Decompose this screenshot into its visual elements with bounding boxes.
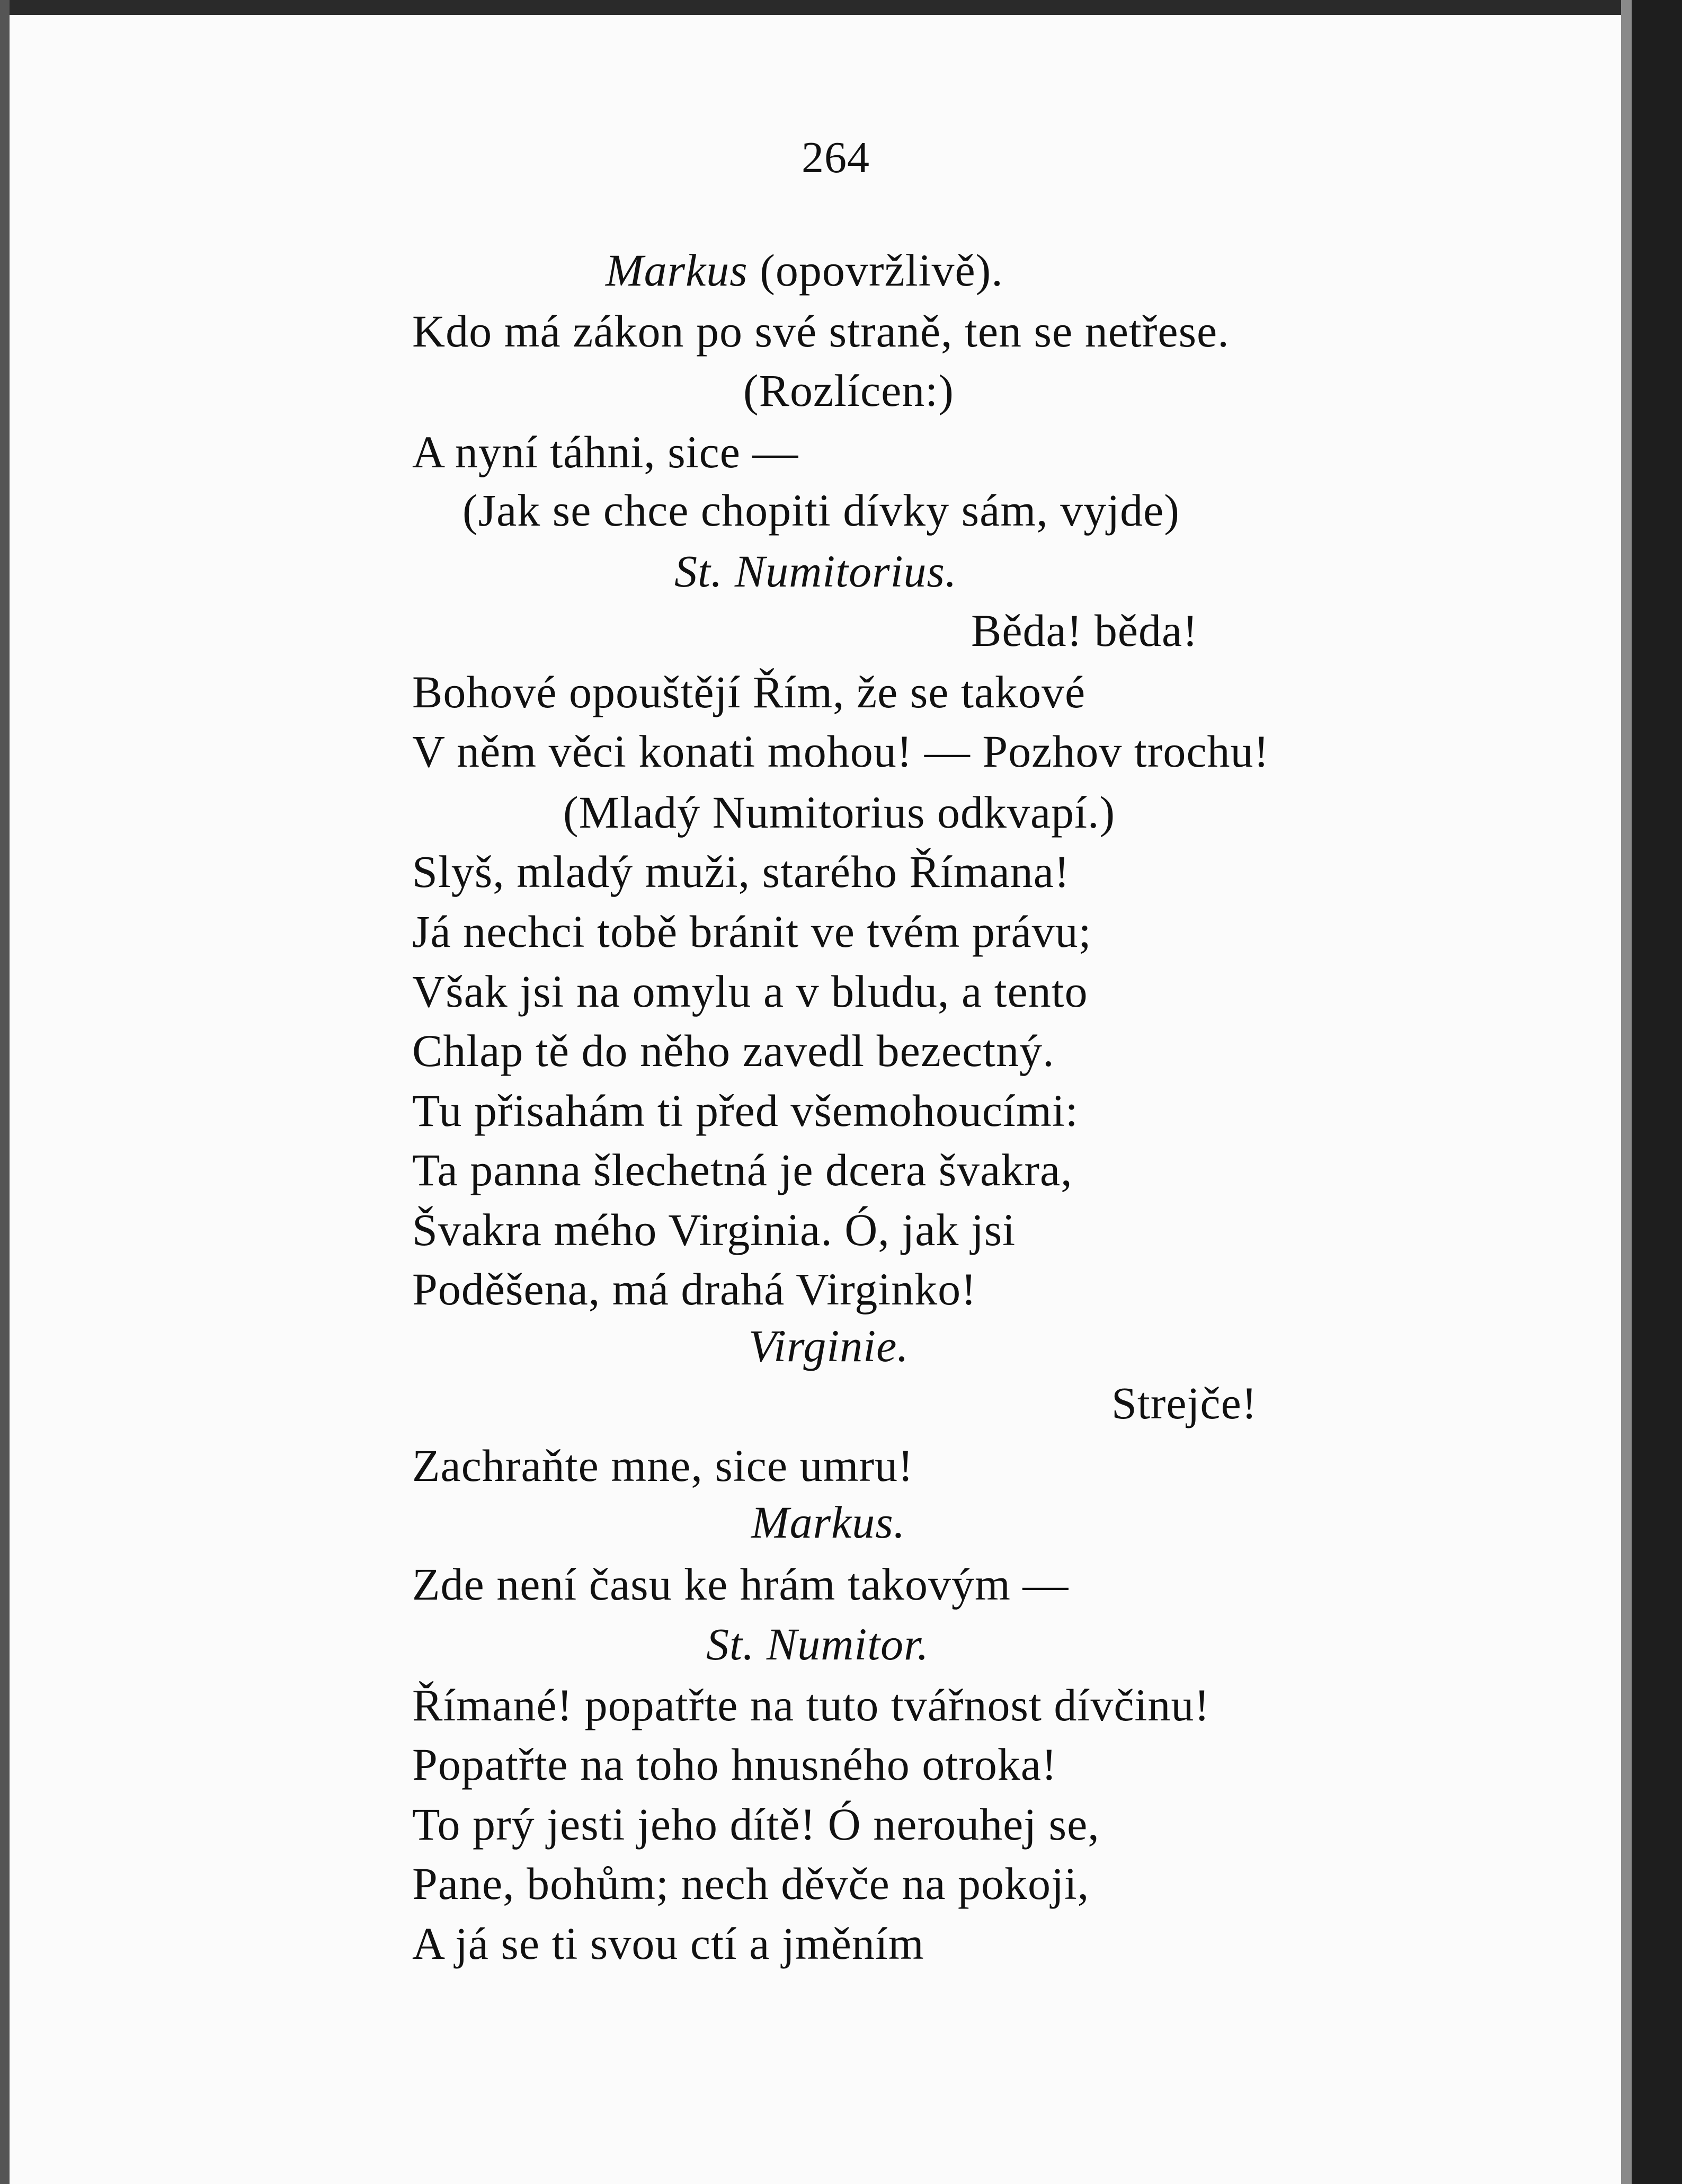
- verse-line: Kdo má zákon po své straně, ten se netřese.: [412, 306, 1230, 357]
- verse-line: Běda! běda!: [971, 605, 1198, 656]
- verse-line: Zde není času ke hrám takovým —: [412, 1559, 1069, 1610]
- scan-border-left: [0, 0, 10, 2184]
- speaker-name: Markus: [606, 245, 748, 296]
- verse-line: Slyš, mladý muži, starého Římana!: [412, 846, 1070, 897]
- verse-line: Švakra mého Virginia. Ó, jak jsi: [412, 1204, 1016, 1255]
- speaker-heading: [606, 244, 1003, 297]
- verse-line: Popatřte na toho hnusného otroka!: [412, 1739, 1057, 1790]
- stage-direction: (opovržlivě).: [747, 245, 1003, 296]
- verse-line: Já nechci tobě bránit ve tvém právu;: [412, 906, 1092, 957]
- verse-line: Ta panna šlechetná je dcera švakra,: [412, 1144, 1073, 1195]
- verse-line: Zachraňte mne, sice umru!: [412, 1440, 914, 1491]
- verse-line: Strejče!: [1111, 1378, 1258, 1428]
- verse-line: Tu přisahám ti před všemohoucími:: [412, 1085, 1079, 1136]
- verse-line: To prý jesti jeho dítě! Ó nerouhej se,: [412, 1799, 1100, 1850]
- verse-line: A nyní táhni, sice —: [412, 427, 799, 477]
- stage-direction: (Mladý Numitorius odkvapí.): [563, 787, 1116, 838]
- speaker-name: Markus.: [751, 1497, 906, 1548]
- speaker-name: St. Numitor.: [706, 1619, 929, 1670]
- scan-border-top: [0, 0, 1682, 15]
- verse-line: Pane, bohům; nech děvče na pokoji,: [412, 1858, 1090, 1909]
- verse-line: Římané! popatřte na tuto tvářnost dívčinu!: [412, 1680, 1211, 1730]
- speaker-name: St. Numitorius.: [674, 546, 957, 597]
- verse-line: Chlap tě do něho zavedl bezectný.: [412, 1025, 1055, 1076]
- verse-line: Však jsi na omylu a v bludu, a tento: [412, 966, 1088, 1017]
- scan-border-right: [1632, 0, 1682, 2184]
- scan-binding-shadow: [1621, 0, 1632, 2184]
- stage-direction: (Jak se chce chopiti dívky sám, vyjde): [462, 485, 1180, 536]
- speaker-name: Virginie.: [749, 1320, 909, 1371]
- verse-line: Bohové opouštějí Řím, že se takové: [412, 667, 1086, 717]
- verse-line: V něm věci konati mohou! — Pozhov trochu!: [412, 726, 1270, 777]
- page-number: 264: [802, 133, 870, 182]
- verse-line: A já se ti svou ctí a jměním: [412, 1918, 924, 1969]
- stage-direction: (Rozlícen:): [743, 365, 954, 416]
- verse-line: Poděšena, má drahá Virginko!: [412, 1264, 977, 1315]
- book-page: [10, 15, 1621, 2184]
